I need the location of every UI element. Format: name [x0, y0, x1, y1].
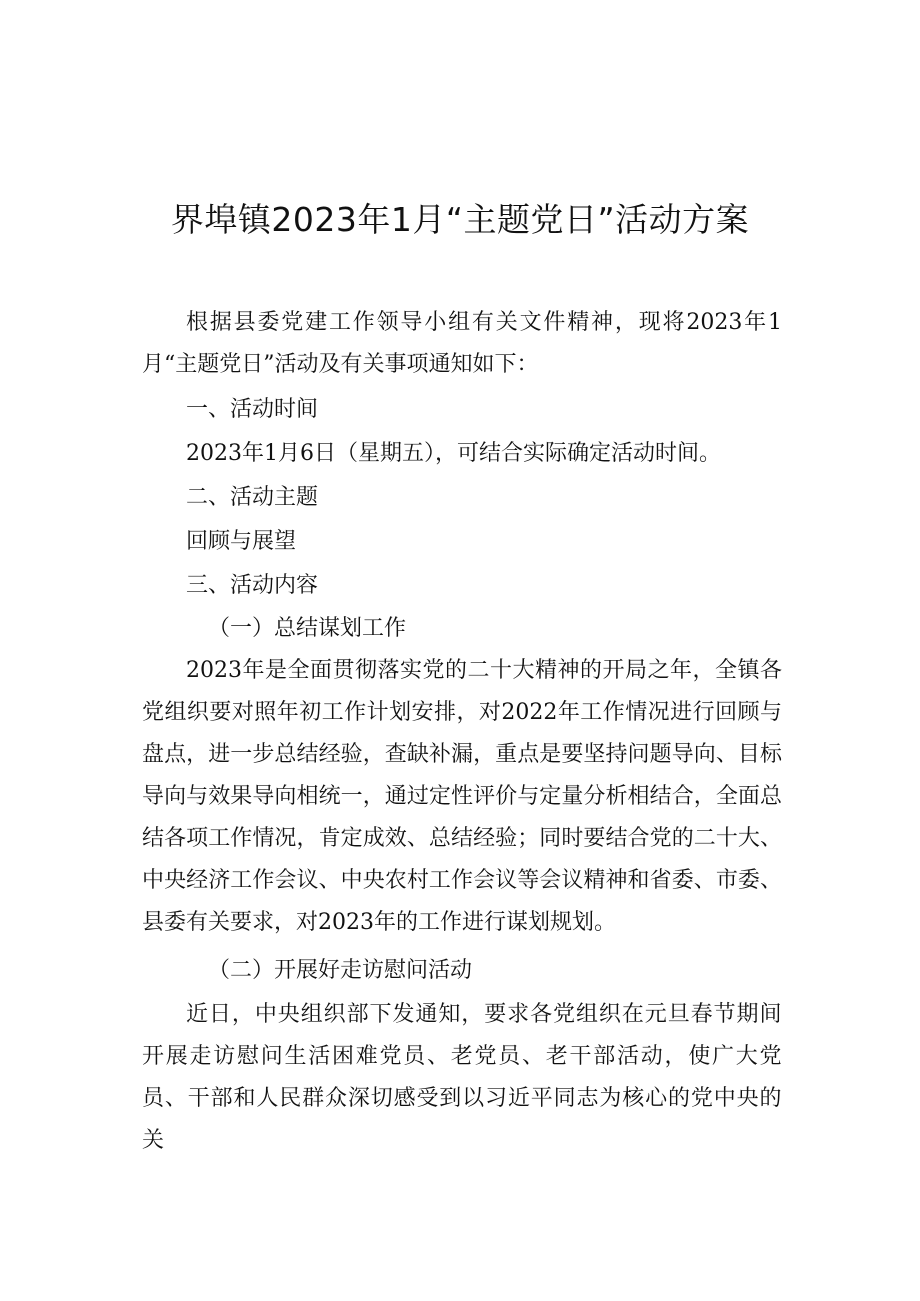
- document-body: [142, 302, 782, 1162]
- document-title: 界埠镇2023年1月“主题党日”活动方案: [170, 200, 750, 239]
- section-text-theme: 回顾与展望: [186, 529, 297, 554]
- subsection-text-visit: 近日，中央组织部下发通知，要求各党组织在元旦春节期间开展走访慰问生活困难党员、老党员、老干部活动，使广大党员、干部和人民群众深切感受到以习近平同志为核心的党中央的关: [142, 1002, 782, 1153]
- intro-paragraph: 根据县委党建工作领导小组有关文件精神，现将2023年1月“主题党日”活动及有关事项通知如下：: [142, 310, 782, 377]
- subsection-text-summary: 2023年是全面贯彻落实党的二十大精神的开局之年，全镇各党组织要对照年初工作计划安排，对2022年工作情况进行回顾与盘点，进一步总结经验，查缺补漏，重点是要坚持问题导向、目标导向与效果导向相统一，通过定性评价与定量分析相结合，全面总结各项工作情况，肯定成效、总结经验；同时要结合党的二十大、中央经济工作会议、中央农村工作会议等会议精神和省委、市委、县委有关要求，对2023年的工作进行谋划规划。: [142, 658, 782, 935]
- subsection-heading-visit: （二）开展好走访慰问活动: [208, 958, 473, 983]
- subsection-heading-summary: （一）总结谋划工作: [208, 616, 407, 641]
- section-heading-time: 一、活动时间: [186, 397, 319, 422]
- section-heading-theme: 二、活动主题: [186, 485, 319, 510]
- section-heading-content: 三、活动内容: [186, 573, 319, 598]
- section-text-time: 2023年1月6日（星期五），可结合实际确定活动时间。: [186, 441, 721, 466]
